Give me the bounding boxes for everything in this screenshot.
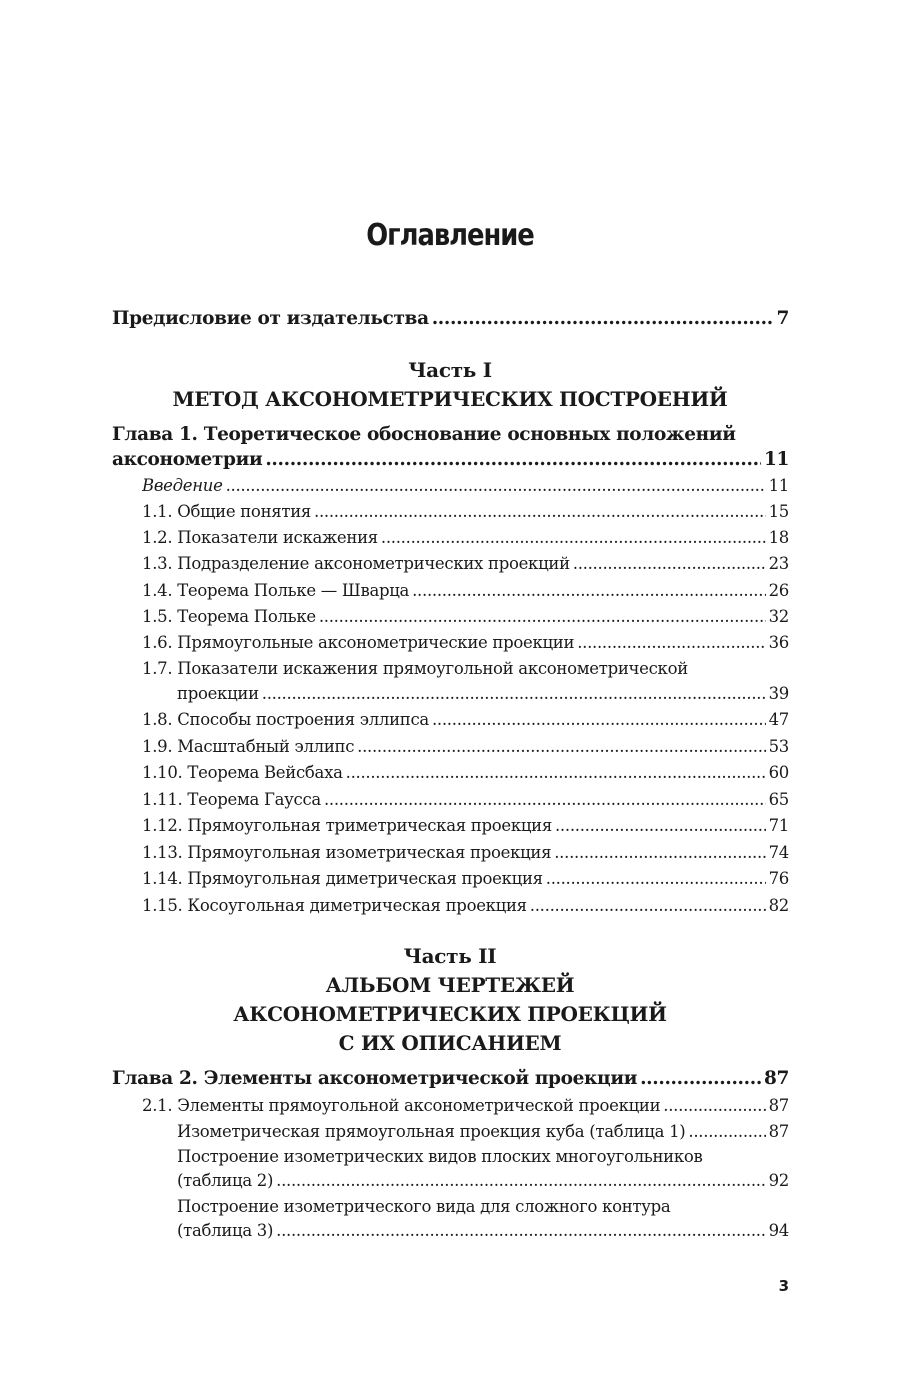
toc-entry-label: 1.8. Способы построения эллипса xyxy=(142,710,429,729)
part-2-title-line3: С ИХ ОПИСАНИЕМ xyxy=(338,1031,562,1055)
part-2-number: Часть II xyxy=(403,944,497,968)
toc-entry-label: 1.2. Показатели искажения xyxy=(142,528,378,547)
toc-entry-page: 15 xyxy=(768,502,789,521)
dot-leader xyxy=(432,710,766,729)
toc-entry-label: 1.14. Прямоугольная диметрическая проекция xyxy=(142,869,543,888)
toc-entry-2-1 xyxy=(142,1096,789,1115)
toc-entry-1-12 xyxy=(142,816,789,835)
toc-entry-page: 11 xyxy=(768,476,789,495)
toc-entry-table-2 xyxy=(177,1171,789,1190)
dot-leader xyxy=(226,476,766,495)
dot-leader xyxy=(276,1171,765,1190)
toc-entry-label: 1.3. Подразделение аксонометрических проекций xyxy=(142,554,570,573)
toc-entry-page: 18 xyxy=(768,528,789,547)
dot-leader xyxy=(324,790,766,809)
toc-entry-1-3 xyxy=(142,554,789,573)
toc-entry-label: 1.15. Косоугольная диметрическая проекция xyxy=(142,896,527,915)
toc-entry-1-9 xyxy=(142,737,789,756)
toc-entry-introduction xyxy=(142,476,789,495)
toc-entry-label: 1.10. Теорема Вейсбаха xyxy=(142,763,343,782)
dot-leader xyxy=(688,1122,765,1141)
toc-entry-1-1 xyxy=(142,502,789,521)
toc-entry-1-4 xyxy=(142,581,789,600)
toc-entry-page: 74 xyxy=(768,843,789,862)
toc-entry-label: Изометрическая прямоугольная проекция куба (таблица 1) xyxy=(177,1122,686,1141)
toc-entry-page: 71 xyxy=(768,816,789,835)
toc-entry-table-3 xyxy=(177,1221,789,1240)
page-number: 3 xyxy=(778,1277,789,1295)
toc-entry-preface xyxy=(112,308,789,329)
dot-leader xyxy=(554,843,765,862)
toc-entry-page: 92 xyxy=(768,1171,789,1190)
toc-entry-page: 94 xyxy=(768,1221,789,1240)
toc-entry-label: 1.13. Прямоугольная изометрическая проекция xyxy=(142,843,552,862)
dot-leader xyxy=(346,763,766,782)
part-2-title-line2: АКСОНОМЕТРИЧЕСКИХ ПРОЕКЦИЙ xyxy=(233,1002,667,1026)
dot-leader xyxy=(381,528,766,547)
toc-entry-label: 2.1. Элементы прямоугольной аксонометрической проекции xyxy=(142,1096,661,1115)
toc-entry-page: 26 xyxy=(768,581,789,600)
toc-entry-label: 1.4. Теорема Польке — Шварца xyxy=(142,581,410,600)
toc-entry-label: Глава 1. Теоретическое обоснование основных положений xyxy=(112,424,736,445)
toc-entry-label: Введение xyxy=(142,476,223,495)
toc-entry-table-3-line1 xyxy=(177,1197,789,1216)
toc-entry-page: 36 xyxy=(768,633,789,652)
toc-entry-page: 11 xyxy=(763,449,789,470)
toc-entry-1-14 xyxy=(142,869,789,888)
toc-entry-page: 47 xyxy=(768,710,789,729)
toc-entry-page: 87 xyxy=(763,1068,789,1089)
toc-entry-1-13 xyxy=(142,843,789,862)
toc-entry-table-1 xyxy=(177,1122,789,1141)
dot-leader xyxy=(314,502,766,521)
dot-leader xyxy=(555,816,766,835)
part-2-heading xyxy=(110,942,790,1058)
toc-entry-1-2 xyxy=(142,528,789,547)
toc-entry-page: 53 xyxy=(768,737,789,756)
part-1-number: Часть I xyxy=(408,358,492,382)
toc-entry-1-11 xyxy=(142,790,789,809)
toc-entry-table-2-line1 xyxy=(177,1147,789,1166)
toc-entry-label: 1.7. Показатели искажения прямоугольной аксонометрической xyxy=(142,659,688,678)
toc-entry-label: 1.9. Масштабный эллипс xyxy=(142,737,355,756)
toc-entry-page: 87 xyxy=(768,1122,789,1141)
toc-entry-chapter-1 xyxy=(112,449,789,470)
toc-entry-label: (таблица 2) xyxy=(177,1171,274,1190)
toc-entry-page: 87 xyxy=(768,1096,789,1115)
toc-entry-label: аксонометрии xyxy=(112,449,263,470)
toc-entry-1-15 xyxy=(142,896,789,915)
toc-entry-page: 23 xyxy=(768,554,789,573)
dot-leader xyxy=(357,737,765,756)
dot-leader xyxy=(546,869,766,888)
toc-entry-page: 39 xyxy=(768,684,789,703)
toc-entry-label: 1.12. Прямоугольная триметрическая проекция xyxy=(142,816,552,835)
dot-leader xyxy=(412,581,765,600)
toc-entry-page: 82 xyxy=(768,896,789,915)
part-1-heading xyxy=(110,356,790,414)
toc-entry-1-8 xyxy=(142,710,789,729)
toc-entry-page: 32 xyxy=(768,607,789,626)
page-title: Оглавление xyxy=(366,218,534,253)
toc-entry-chapter-2 xyxy=(112,1068,789,1089)
toc-entry-page: 7 xyxy=(776,308,789,329)
dot-leader xyxy=(265,449,761,470)
dot-leader xyxy=(432,308,774,329)
dot-leader xyxy=(530,896,766,915)
toc-entry-label: Построение изометрических видов плоских многоугольников xyxy=(177,1147,703,1166)
toc-entry-label: Глава 2. Элементы аксонометрической проекции xyxy=(112,1068,638,1089)
toc-entry-label: 1.11. Теорема Гаусса xyxy=(142,790,321,809)
part-1-title: МЕТОД АКСОНОМЕТРИЧЕСКИХ ПОСТРОЕНИЙ xyxy=(172,387,728,411)
toc-entry-1-10 xyxy=(142,763,789,782)
toc-entry-label: 1.5. Теорема Польке xyxy=(142,607,316,626)
toc-entry-label: 1.6. Прямоугольные аксонометрические проекции xyxy=(142,633,575,652)
dot-leader xyxy=(276,1221,765,1240)
dot-leader xyxy=(663,1096,765,1115)
toc-entry-label: Построение изометрического вида для сложного контура xyxy=(177,1197,671,1216)
toc-entry-label: проекции xyxy=(177,684,259,703)
toc-entry-chapter-1-line1 xyxy=(112,424,789,445)
toc-entry-label: (таблица 3) xyxy=(177,1221,274,1240)
toc-entry-page: 76 xyxy=(768,869,789,888)
toc-entry-1-5 xyxy=(142,607,789,626)
toc-entry-label: Предисловие от издательства xyxy=(112,308,429,329)
dot-leader xyxy=(577,633,765,652)
toc-entry-label: 1.1. Общие понятия xyxy=(142,502,312,521)
dot-leader xyxy=(262,684,766,703)
toc-entry-page: 60 xyxy=(768,763,789,782)
part-2-title-line1: АЛЬБОМ ЧЕРТЕЖЕЙ xyxy=(325,973,575,997)
toc-entry-1-7 xyxy=(177,684,789,703)
dot-leader xyxy=(640,1068,761,1089)
dot-leader xyxy=(573,554,766,573)
toc-entry-1-7-line1 xyxy=(142,659,789,678)
toc-entry-page: 65 xyxy=(768,790,789,809)
dot-leader xyxy=(319,607,766,626)
toc-entry-1-6 xyxy=(142,633,789,652)
